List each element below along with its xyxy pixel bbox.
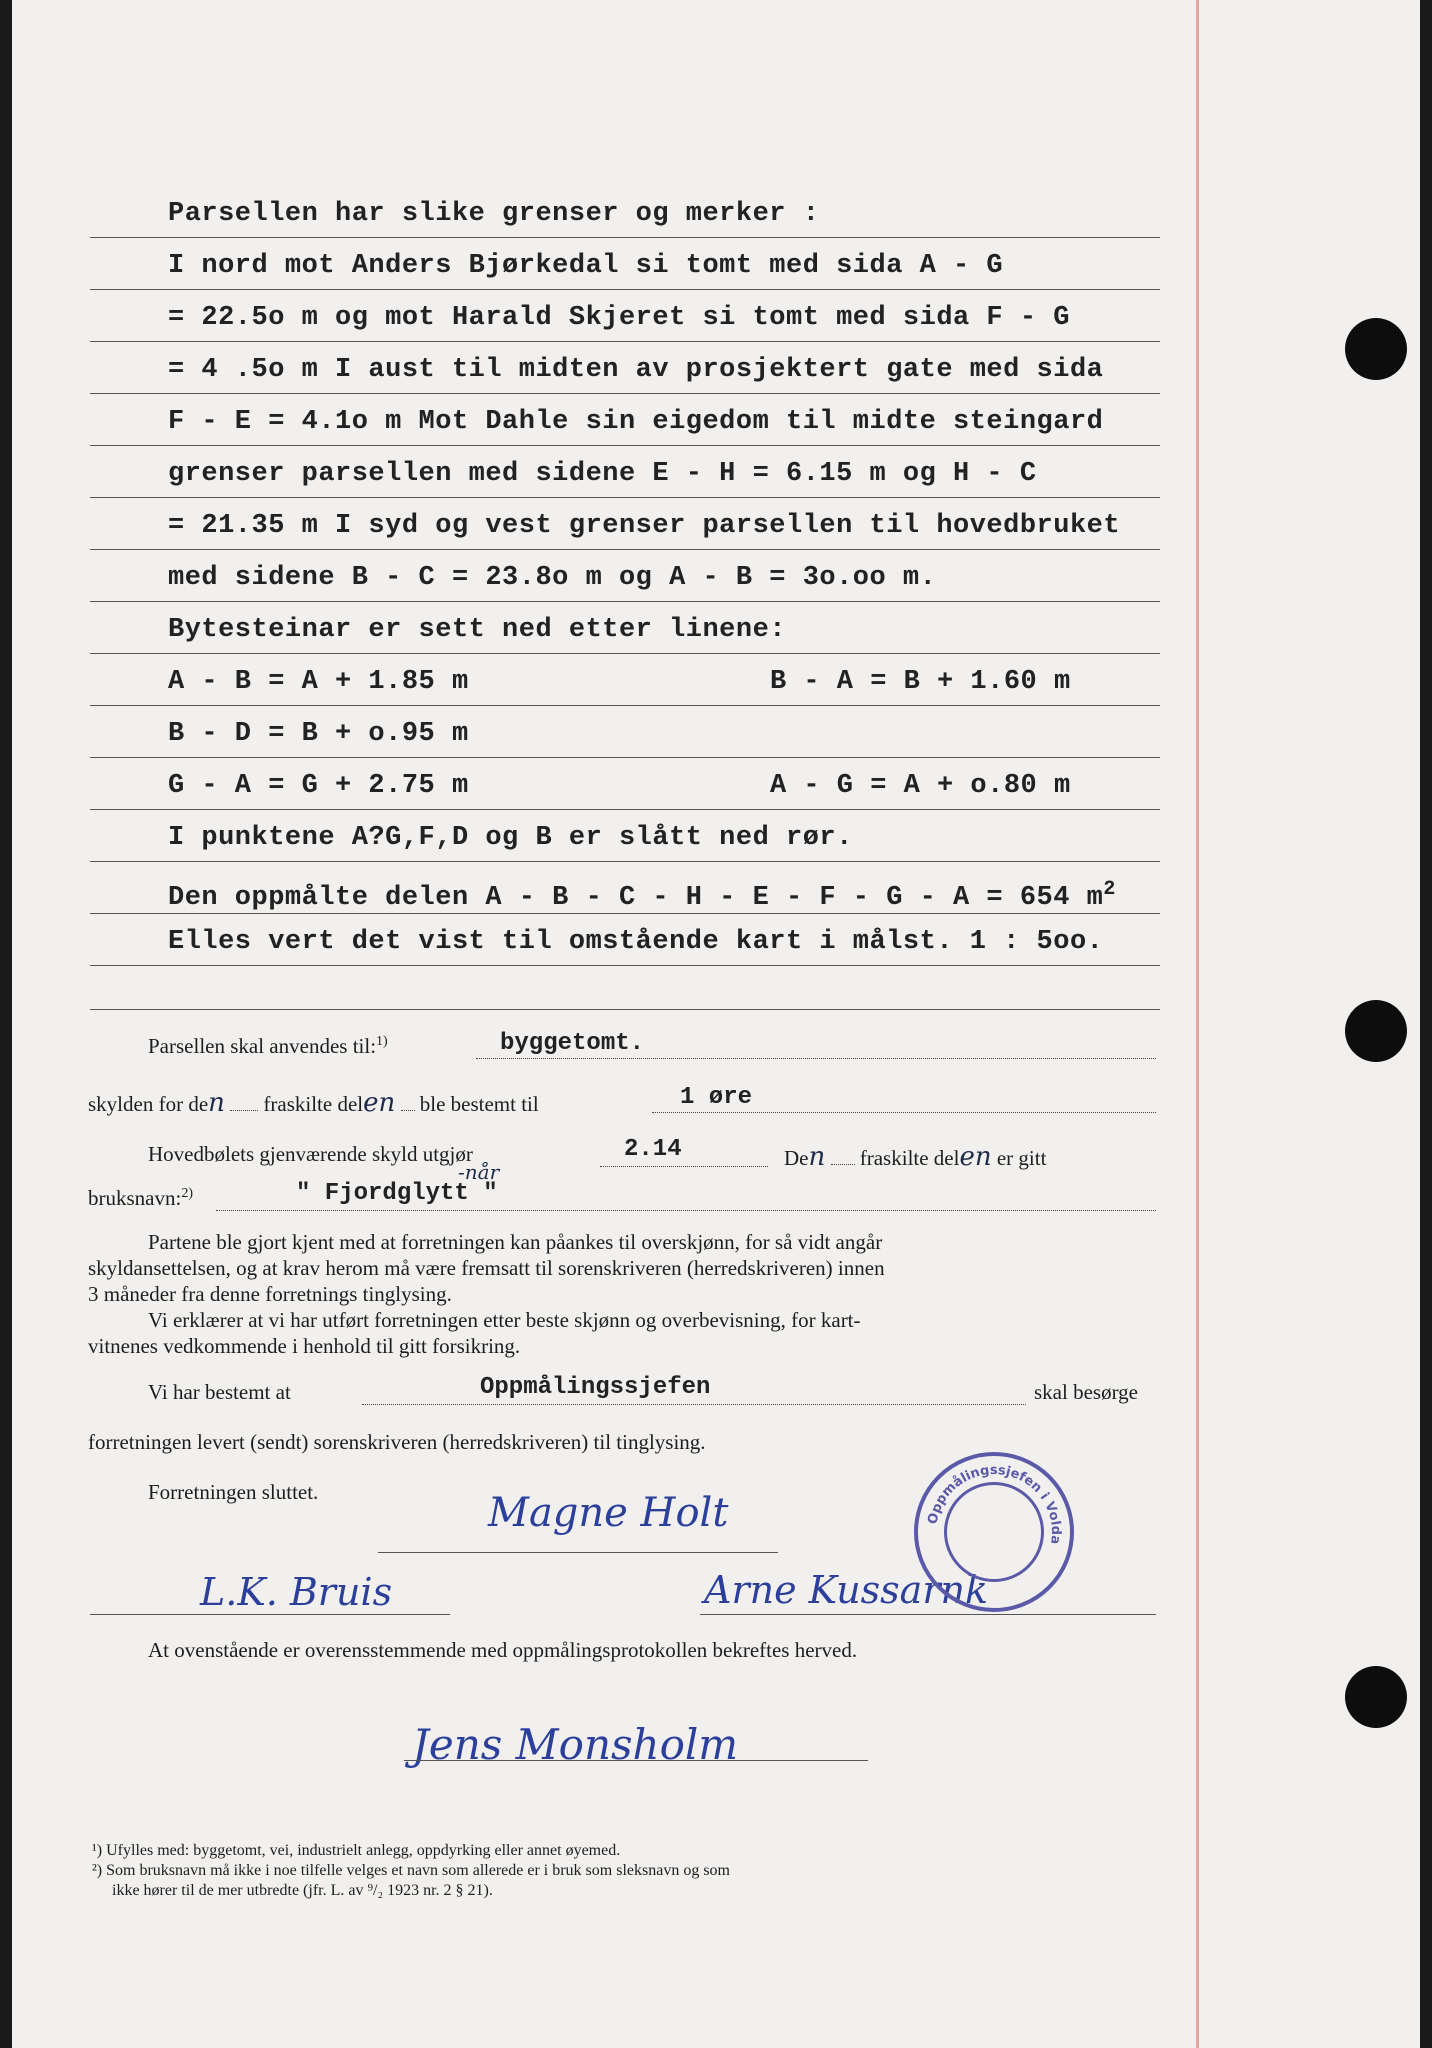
scan-edge-left — [0, 0, 12, 2048]
typed-line: I nord mot Anders Bjørkedal si tomt med sida A - G — [90, 242, 1160, 290]
measure-left: A - B = A + 1.85 m — [168, 667, 469, 697]
blank-ruled-line — [90, 970, 1160, 1010]
signature: Magne Holt — [488, 1490, 729, 1536]
typed-line: med sidene B - C = 23.8o m og A - B = 3o.oo m. — [90, 554, 1160, 602]
bruksnavn-correction: -når — [458, 1160, 500, 1184]
bruksnavn-label-text: bruksnavn: — [88, 1186, 182, 1210]
footnote: ²) Som bruksnavn må ikke i noe tilfelle velges et navn som allerede er i bruk som sleksnavn og som — [92, 1862, 730, 1879]
punch-hole — [1345, 1000, 1407, 1062]
skyld-line — [88, 1088, 539, 1118]
measure-right: B - A = B + 1.60 m — [770, 667, 1071, 697]
dots — [831, 1164, 855, 1165]
typed-line — [90, 866, 1160, 914]
footnote-ref: 2) — [181, 1186, 193, 1201]
skyld-value: 1 øre — [680, 1084, 753, 1111]
use-value: byggetomt. — [500, 1030, 645, 1057]
margin-rule — [1196, 0, 1199, 2048]
bruksnavn-fill-line — [216, 1210, 1156, 1211]
skyld-n: n — [208, 1088, 225, 1118]
besorge-label: skal besørge — [1034, 1380, 1139, 1404]
punch-hole — [1345, 318, 1407, 380]
skyld-mid: fraskilte del — [263, 1092, 364, 1116]
para1-line: skyldansettelsen, og at krav herom må være fremsatt til sorenskriveren (herredskriveren) innen — [88, 1256, 885, 1280]
dots — [401, 1110, 415, 1111]
sluttet-line: Forretningen sluttet. — [148, 1480, 319, 1504]
area-superscript: 2 — [1103, 878, 1116, 901]
use-label — [148, 1034, 388, 1059]
typed-line: I punktene A?G,F,D og B er slått ned rør. — [90, 814, 1160, 862]
stamp-inner-ring — [944, 1482, 1044, 1582]
fraskilte-label: fraskilte del — [859, 1146, 960, 1170]
hoved-label: Hovedbølets gjenværende skyld utgjør — [148, 1142, 473, 1166]
measure-row — [90, 710, 1160, 758]
bruksnavn-label — [88, 1186, 193, 1211]
footnote: ikke hører til de mer utbredte (jfr. L. av ⁹/₂ 1923 nr. 2 § 21). — [112, 1882, 493, 1899]
para1-line: 3 måneder fra denne forretnings tinglysing. — [88, 1282, 452, 1306]
typed-line: = 22.5o m og mot Harald Skjeret si tomt med sida F - G — [90, 294, 1160, 342]
official-stamp — [914, 1452, 1074, 1612]
typed-line: = 4 .5o m I aust til midten av prosjektert gate med sida — [90, 346, 1160, 394]
typed-line: = 21.35 m I syd og vest grenser parsellen til hovedbruket — [90, 502, 1160, 550]
signature-line — [378, 1552, 778, 1553]
measure-row — [90, 658, 1160, 706]
footnote: ¹) Ufylles med: byggetomt, vei, industrielt anlegg, oppdyrking eller annet øyemed. — [92, 1842, 621, 1859]
signature-line — [90, 1614, 450, 1615]
measure-row — [90, 762, 1160, 810]
use-fill-line — [476, 1058, 1156, 1059]
hoved-value: 2.14 — [624, 1136, 682, 1163]
para1-line: Partene ble gjort kjent med at forretningen kan påankes til overskjønn, for så vidt angår — [148, 1230, 883, 1254]
signature-line — [404, 1760, 868, 1761]
typed-line: Parsellen har slike grenser og merker : — [90, 190, 1160, 238]
skyld-prefix: skylden for de — [88, 1092, 209, 1116]
skyld-fill-line — [652, 1112, 1156, 1113]
signature: Arne Kussarnk — [704, 1568, 988, 1612]
svg-text:Oppmålingssjefen i Volda: Oppmålingssjefen i Volda — [925, 1462, 1064, 1546]
typed-line: Elles vert det vist til omstående kart i målst. 1 : 5oo. — [90, 918, 1160, 966]
measure-left: B - D = B + o.95 m — [168, 719, 469, 749]
area-line: Den oppmålte delen A - B - C - H - E - F - G - A = 654 m — [168, 883, 1104, 913]
signature-line — [700, 1614, 1156, 1615]
footnote-ref: 1) — [376, 1034, 388, 1049]
bestemt-label: Vi har bestemt at — [148, 1380, 291, 1404]
bestemt-fill-line — [362, 1404, 1026, 1405]
bekreftes-line: At ovenstående er overensstemmende med oppmålingsprotokollen bekreftes herved. — [148, 1638, 858, 1662]
skyld-en: en — [363, 1088, 396, 1118]
de-label: De — [784, 1146, 809, 1170]
bestemt-value: Oppmålingssjefen — [480, 1374, 711, 1401]
para2-line: Vi erklærer at vi har utført forretningen etter beste skjønn og overbevisning, for kart- — [148, 1308, 861, 1332]
punch-hole — [1345, 1666, 1407, 1728]
measure-right: A - G = A + o.80 m — [770, 771, 1071, 801]
signature: L.K. Bruis — [200, 1570, 393, 1614]
signature: Jens Monsholm — [412, 1720, 739, 1769]
er-gitt: er gitt — [996, 1146, 1047, 1170]
hoved-fill-line — [600, 1166, 768, 1167]
del-en: en — [959, 1142, 992, 1172]
levert-line: forretningen levert (sendt) sorenskriveren (herredskriveren) til tinglysing. — [88, 1430, 706, 1454]
skyld-suffix: ble bestemt til — [419, 1092, 539, 1116]
typed-line: grenser parsellen med sidene E - H = 6.15 m og H - C — [90, 450, 1160, 498]
measure-left: G - A = G + 2.75 m — [168, 771, 469, 801]
de-n: n — [808, 1142, 826, 1172]
bruksnavn-value: " Fjordglytt " — [296, 1180, 498, 1207]
dots — [230, 1110, 258, 1111]
para2-line: vitnenes vedkommende i henhold til gitt forsikring. — [88, 1334, 521, 1358]
de-line — [784, 1142, 1046, 1172]
use-label-text: Parsellen skal anvendes til: — [148, 1034, 377, 1058]
scan-edge-right — [1420, 0, 1432, 2048]
typed-line: Bytesteinar er sett ned etter linene: — [90, 606, 1160, 654]
typed-line: F - E = 4.1o m Mot Dahle sin eigedom til midte steingard — [90, 398, 1160, 446]
